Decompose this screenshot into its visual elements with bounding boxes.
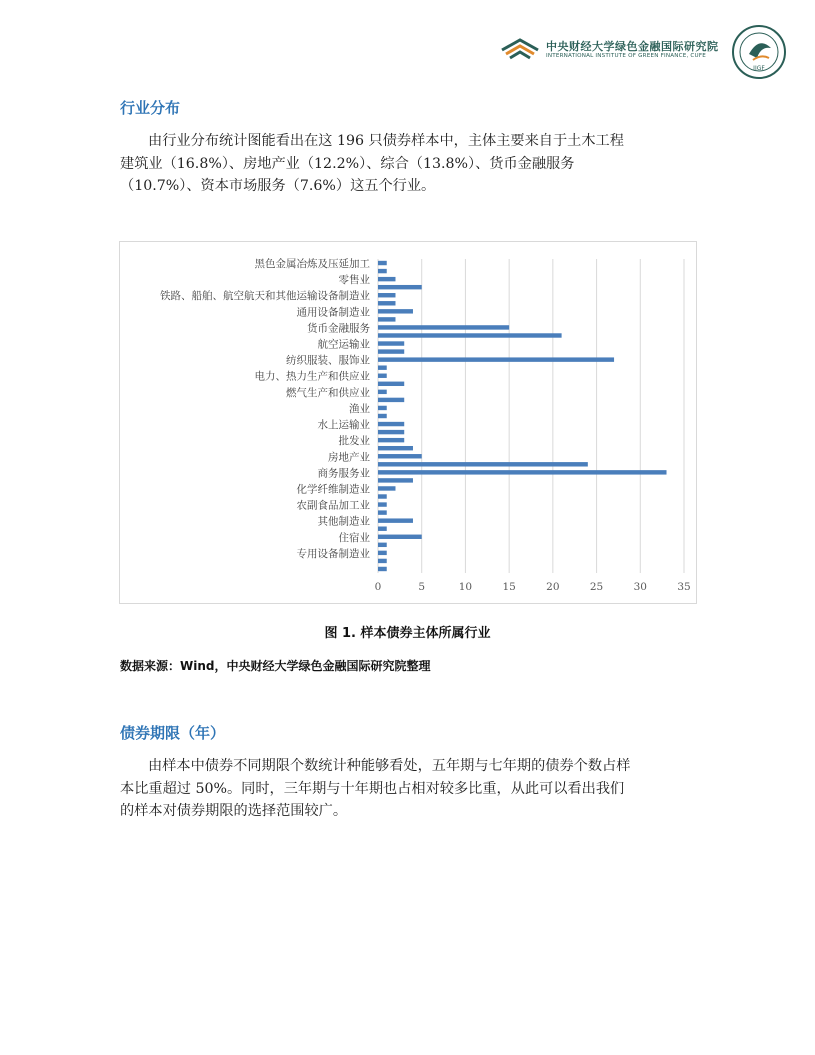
bar xyxy=(378,486,395,490)
category-label: 电力、热力生产和供应业 xyxy=(254,370,370,383)
category-label: 水上运输业 xyxy=(317,419,370,432)
bar xyxy=(378,543,387,547)
section-heading-maturity: 债券期限（年） xyxy=(120,724,226,742)
bar xyxy=(378,309,413,313)
maturity-paragraph xyxy=(120,755,700,823)
institute-name-en: INTERNATIONAL INSTITUTE OF GREEN FINANCE, CUFE xyxy=(546,53,706,59)
paragraph-line: 建筑业（16.8%）、房地产业（12.2%）、综合（13.8%）、货币金融服务 xyxy=(120,155,575,172)
data-source: 数据来源：Wind，中央财经大学绿色金融国际研究院整理 xyxy=(120,659,431,673)
x-tick-label: 15 xyxy=(502,581,516,593)
bar xyxy=(378,261,387,265)
page-header xyxy=(0,0,815,90)
category-label: 农副食品加工业 xyxy=(296,499,370,512)
category-label: 住宿业 xyxy=(338,531,370,544)
bar xyxy=(378,293,395,297)
category-label: 化学纤维制造业 xyxy=(296,483,370,496)
bar xyxy=(378,269,387,273)
x-tick-label: 0 xyxy=(374,581,382,593)
bar xyxy=(378,301,395,305)
category-label: 铁路、船舶、航空航天和其他运输设备制造业 xyxy=(160,290,370,303)
category-label: 燃气生产和供应业 xyxy=(286,386,370,399)
x-tick-label: 30 xyxy=(633,581,647,593)
bar xyxy=(378,462,588,466)
category-label: 黑色金属冶炼及压延加工 xyxy=(254,258,370,271)
category-label: 房地产业 xyxy=(328,451,370,464)
institute-name-cn: 中央财经大学绿色金融国际研究院 xyxy=(546,40,719,53)
bar xyxy=(378,454,422,458)
category-label: 航空运输业 xyxy=(317,338,370,351)
category-label: 专用设备制造业 xyxy=(296,547,370,560)
bar xyxy=(378,325,509,329)
bar xyxy=(378,430,404,434)
bar xyxy=(378,422,404,426)
bar xyxy=(378,438,404,442)
x-tick-label: 35 xyxy=(677,581,691,593)
institute-logo-icon xyxy=(500,36,540,60)
x-tick-label: 5 xyxy=(418,581,426,593)
bar xyxy=(378,317,395,321)
paragraph-line: 由行业分布统计图能看出在这 196 只债券样本中，主体主要来自于土木工程 xyxy=(148,133,624,149)
bar xyxy=(378,382,404,386)
bar xyxy=(378,406,387,410)
bar xyxy=(378,390,387,394)
bar xyxy=(378,567,387,571)
category-label: 零售业 xyxy=(338,274,370,287)
bar xyxy=(378,357,614,361)
category-label: 渔业 xyxy=(349,402,370,415)
category-label: 批发业 xyxy=(338,435,370,448)
bar xyxy=(378,277,395,281)
bar xyxy=(378,510,387,514)
paragraph-line: 由样本中债券不同期限个数统计种能够看处，五年期与七年期的债券个数占样 xyxy=(148,758,631,774)
bar xyxy=(378,551,387,555)
bar xyxy=(378,285,422,289)
category-label: 通用设备制造业 xyxy=(296,306,370,319)
category-label: 纺织服装、服饰业 xyxy=(286,354,370,367)
category-label: 货币金融服务 xyxy=(307,322,370,335)
x-tick-label: 20 xyxy=(546,581,560,593)
bar xyxy=(378,398,404,402)
x-tick-label: 25 xyxy=(589,581,604,593)
paragraph-line: 的样本对债券期限的选择范围较广。 xyxy=(120,803,348,819)
bar xyxy=(378,349,404,353)
bar xyxy=(378,478,413,482)
bar xyxy=(378,414,387,418)
bar xyxy=(378,374,387,378)
seal-text: IIGF xyxy=(753,65,765,72)
category-label: 其他制造业 xyxy=(317,515,370,528)
bar xyxy=(378,518,413,522)
bar xyxy=(378,527,387,531)
bar xyxy=(378,559,387,563)
paragraph-line: （10.7%）、资本市场服务（7.6%）这五个行业。 xyxy=(120,178,436,194)
x-tick-label: 10 xyxy=(458,581,473,593)
bar xyxy=(378,446,413,450)
paragraph-line: 本比重超过 50%。同时，三年期与十年期也占相对较多比重，从此可以看出我们 xyxy=(120,780,625,797)
bar xyxy=(378,365,387,369)
seal-icon xyxy=(731,24,787,80)
industry-paragraph xyxy=(120,130,700,198)
figure-caption: 图 1. 样本债券主体所属行业 xyxy=(324,626,491,641)
bar xyxy=(378,494,387,498)
bar xyxy=(378,502,387,506)
bar xyxy=(378,333,562,337)
industry-bar-chart xyxy=(120,242,696,603)
bar xyxy=(378,341,404,345)
bar xyxy=(378,535,422,539)
category-label: 商务服务业 xyxy=(317,467,370,480)
section-heading-industry: 行业分布 xyxy=(120,99,181,117)
bar xyxy=(378,470,667,474)
industry-chart-frame xyxy=(119,241,697,604)
